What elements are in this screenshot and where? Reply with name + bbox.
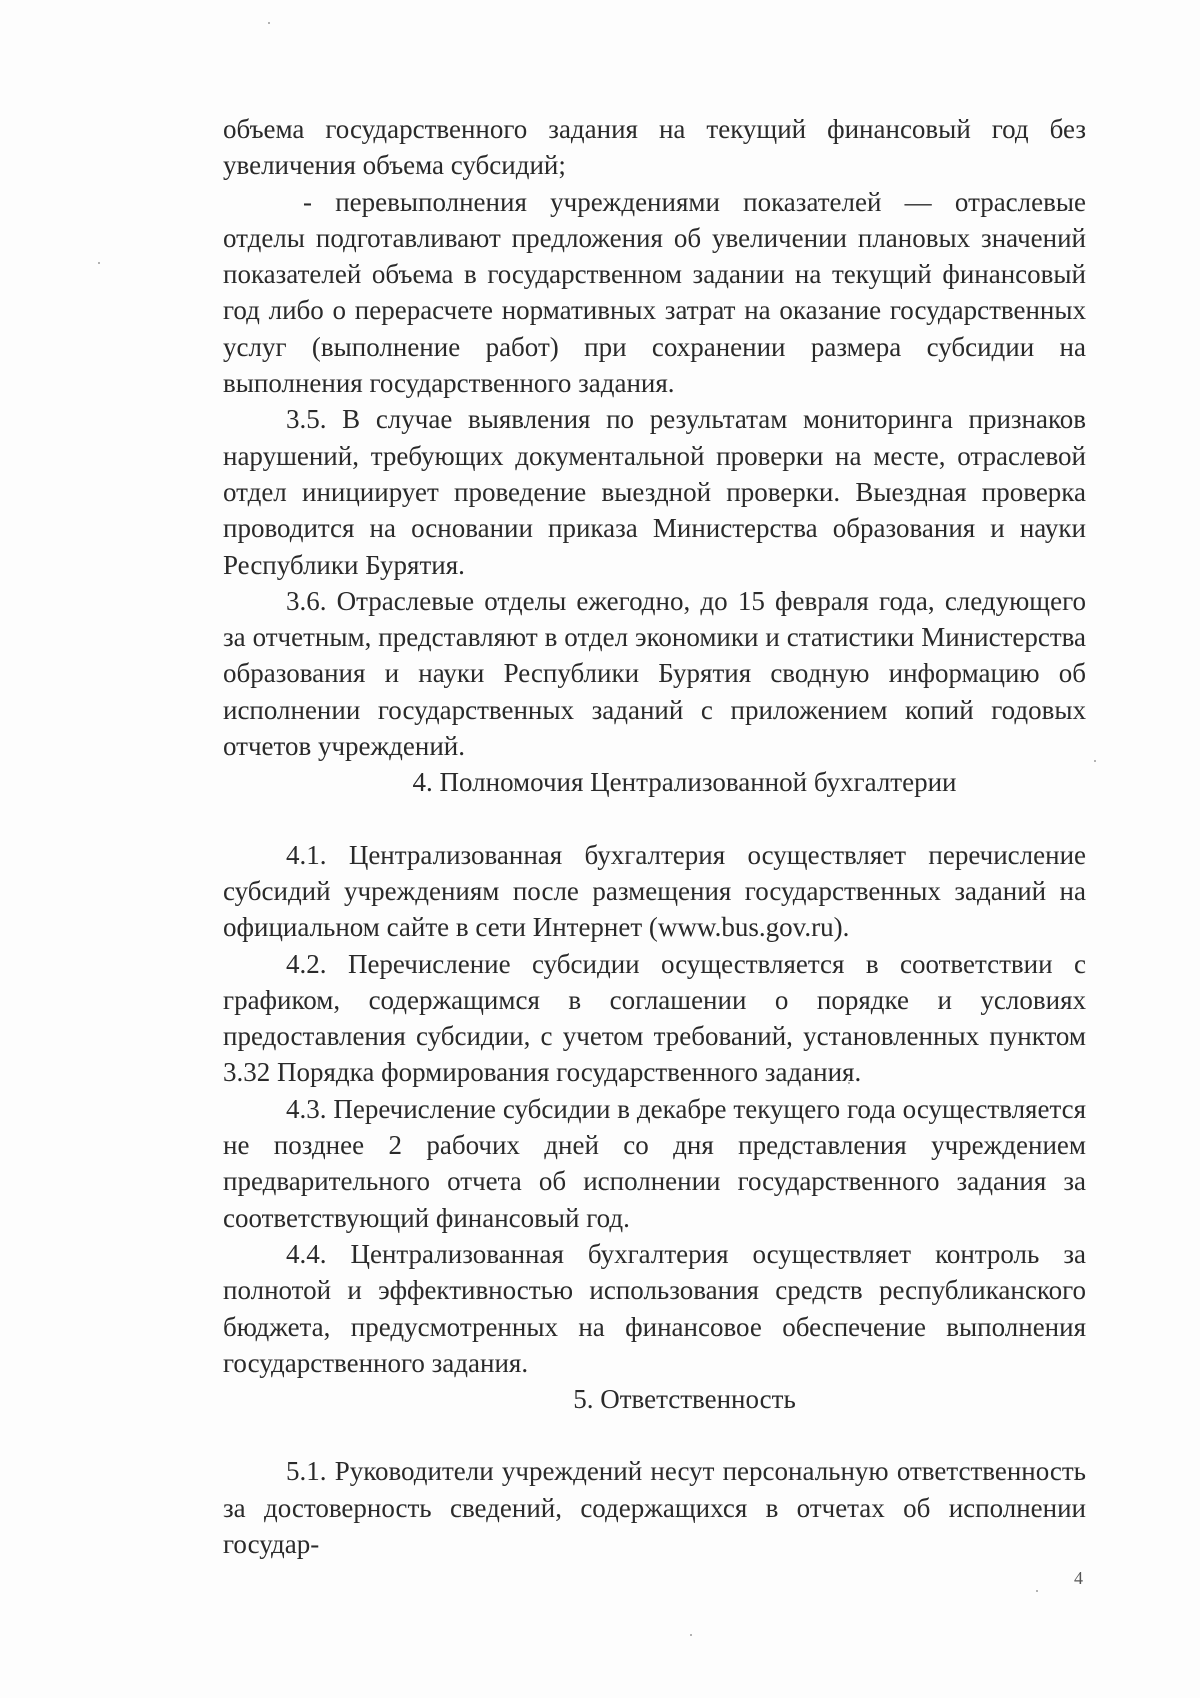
- scan-speck: [690, 1634, 692, 1636]
- paragraph-3-6: 3.6. Отраслевые отделы ежегодно, до 15 февраля года, следующего за отчетным, представляют в отдел экономики и статистики Министерства образования и науки Республики Бурятия сводную информацию об исполнении государственных заданий с приложением копий годовых отчетов учреждений.: [223, 585, 1086, 762]
- scan-speck: [98, 262, 100, 264]
- paragraph-4-2: 4.2. Перечисление субсидии осуществляется в соответствии с графиком, содержащимся в соглашении о порядке и условиях предоставления субсидии, с учетом требований, установленных пунктом 3.32 Порядка формирования государственного задания.: [223, 948, 1086, 1088]
- paragraph-continuation: объема государственного задания на текущий финансовый год без увеличения объема субсидий;: [223, 114, 1086, 181]
- scan-speck: [268, 22, 270, 24]
- heading-spacer: [223, 1417, 1086, 1453]
- scan-speck: [1094, 760, 1096, 762]
- paragraph-5-1: 5.1. Руководители учреждений несут персональную ответственность за достоверность сведений, содержащихся в отчетах об исполнении государ-: [223, 1456, 1086, 1559]
- paragraph-3-5: 3.5. В случае выявления по результатам мониторинга признаков нарушений, требующих документальной проверки на месте, отраслевой отдел инициирует проведение выездной проверки. Выездная проверка проводится на основании приказа Министерства образования и науки Республики Бурятия.: [223, 404, 1086, 580]
- heading-spacer: [223, 801, 1086, 837]
- paragraph-overfulfillment: - перевыполнения учреждениями показателей — отраслевые отделы подготавливают предложения об увеличении плановых значений показателей объема в государственном задании на текущий финансовый год либо о перерасчете нормативных затрат на оказание государственных услуг (выполнение работ) при сохранении размера субсидии на выполнения государственного задания.: [223, 186, 1086, 399]
- paragraph-4-3: 4.3. Перечисление субсидии в декабре текущего года осуществляется не позднее 2 рабочих дней со дня представления учреждением предварительного отчета об исполнении государственного задания за соответствующий финансовый год.: [223, 1093, 1086, 1233]
- paragraph-4-1: 4.1. Централизованная бухгалтерия осуществляет перечисление субсидий учреждениям после размещения государственных заданий на официальном сайте в сети Интернет (www.bus.gov.ru).: [223, 839, 1086, 943]
- document-body: [223, 111, 1086, 1562]
- paragraph-4-4: 4.4. Централизованная бухгалтерия осуществляет контроль за полнотой и эффективностью использования средств республиканского бюджета, предусмотренных на финансовое обеспечение выполнения государственного задания.: [223, 1238, 1086, 1378]
- page-number: 4: [1074, 1568, 1083, 1588]
- section-5-heading: 5. Ответственность: [573, 1384, 796, 1415]
- scan-speck: [1036, 1590, 1038, 1592]
- section-4-heading: 4. Полномочия Централизованной бухгалтерии: [412, 767, 957, 798]
